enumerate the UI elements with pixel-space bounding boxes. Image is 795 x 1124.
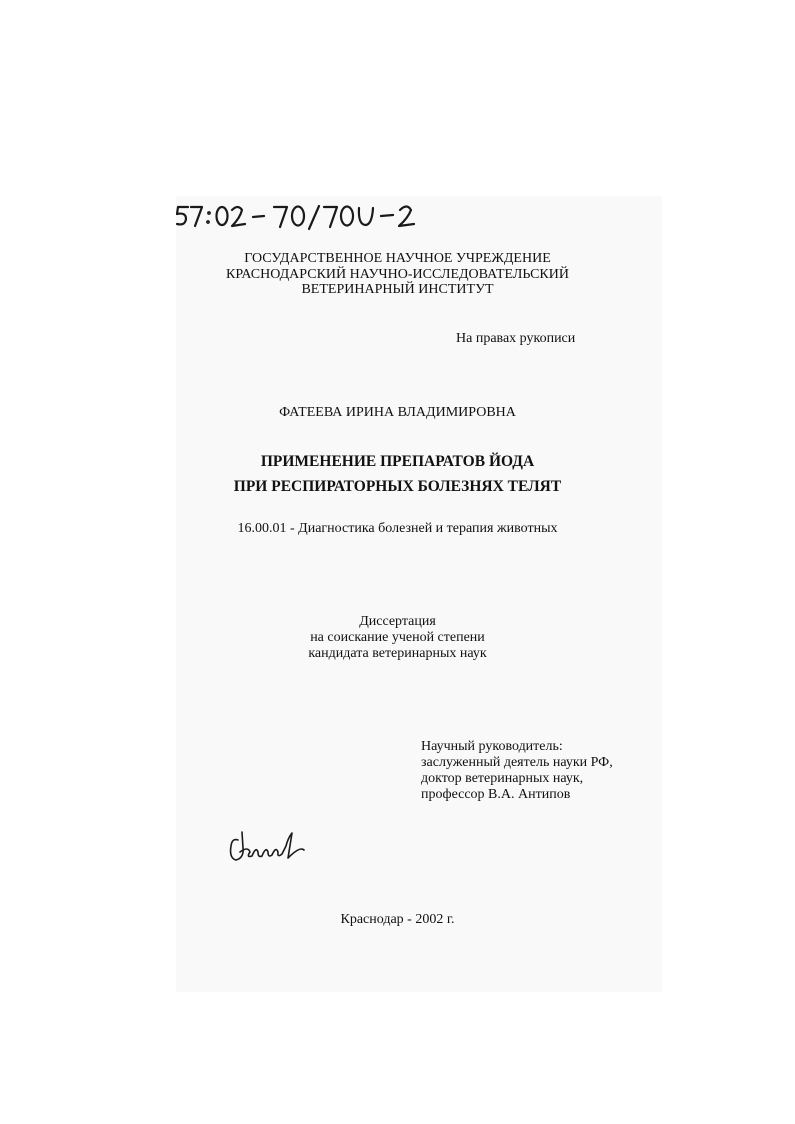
supervisor-degree: доктор ветеринарных наук, — [421, 771, 584, 786]
degree-line: на соискание ученой степени — [310, 630, 485, 645]
author-name: ФАТЕЕВА ИРИНА ВЛАДИМИРОВНА — [279, 405, 516, 420]
supervisor-name: профессор В.А. Антипов — [421, 787, 571, 802]
degree-name: кандидата ветеринарных наук — [308, 646, 487, 661]
dissertation-type: Диссертация — [359, 614, 436, 629]
institution-line-3: ВЕТЕРИНАРНЫЙ ИНСТИТУТ — [301, 282, 494, 297]
manuscript-note: На правах рукописи — [456, 331, 576, 346]
dissertation-title-line-1: ПРИМЕНЕНИЕ ПРЕПАРАТОВ ЙОДА — [260, 453, 535, 470]
place-and-year: Краснодар - 2002 г. — [340, 912, 455, 927]
supervisor-heading: Научный руководитель: — [421, 739, 563, 754]
institution-line-1: ГОСУДАРСТВЕННОЕ НАУЧНОЕ УЧРЕЖДЕНИЕ — [244, 251, 551, 266]
supervisor-honor: заслуженный деятель науки РФ, — [421, 755, 613, 770]
specialty-code: 16.00.01 - Диагностика болезней и терапия животных — [237, 521, 558, 536]
institution-line-2: КРАСНОДАРСКИЙ НАУЧНО-ИССЛЕДОВАТЕЛЬСКИЙ — [226, 267, 569, 282]
dissertation-title-line-2: ПРИ РЕСПИРАТОРНЫХ БОЛЕЗНЯХ ТЕЛЯТ — [233, 478, 562, 495]
